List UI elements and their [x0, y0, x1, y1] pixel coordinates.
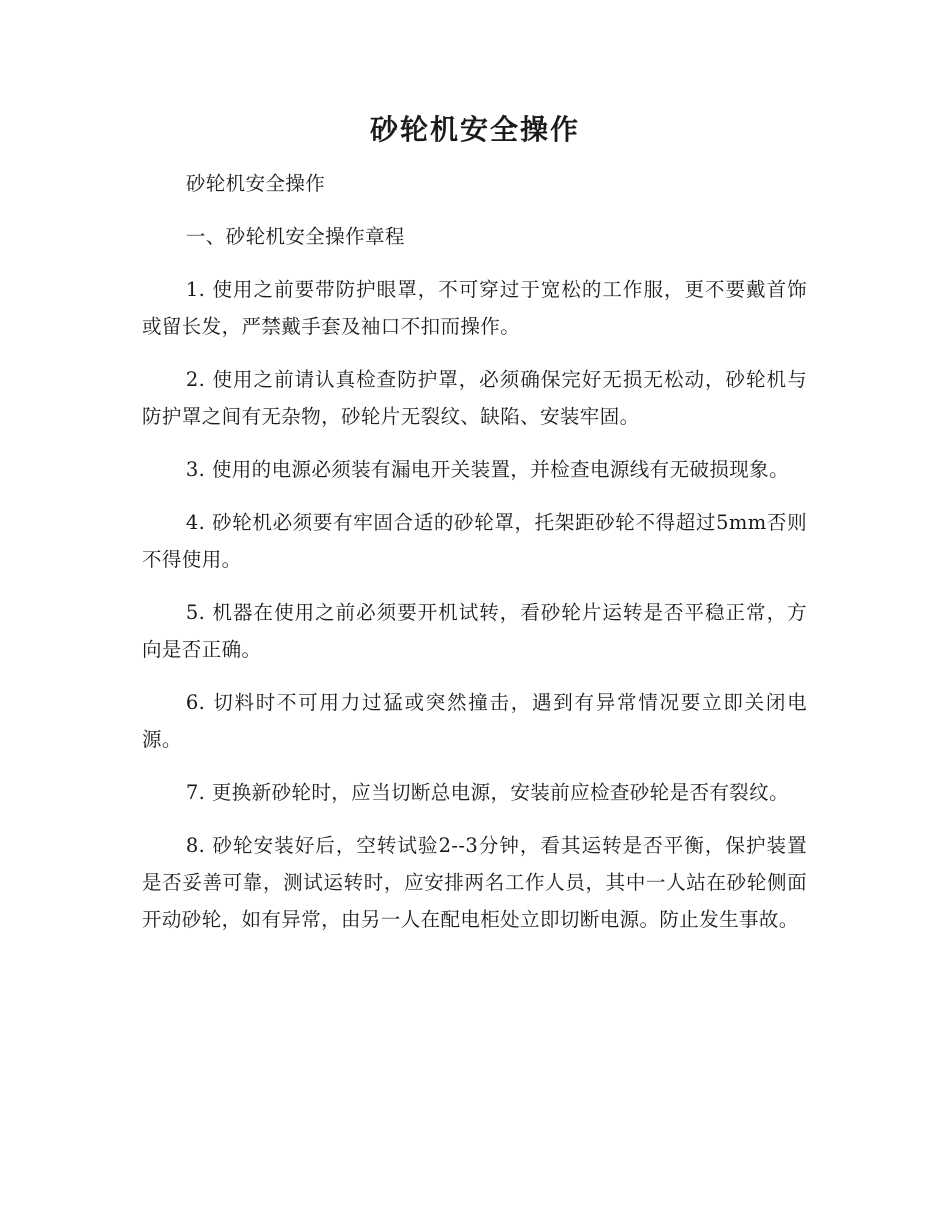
- rule-item-6: 6. 切料时不可用力过猛或突然撞击，遇到有异常情况要立即关闭电源。: [142, 691, 807, 751]
- rule-item-5: 5. 机器在使用之前必须要开机试转，看砂轮片运转是否平稳正常，方向是否正确。: [142, 601, 807, 661]
- rule-item-3: 3. 使用的电源必须装有漏电开关装置，并检查电源线有无破损现象。: [185, 458, 789, 481]
- section-heading: 一、砂轮机安全操作章程: [185, 225, 405, 248]
- rule-item-7: 7. 更换新砂轮时，应当切断总电源，安装前应检查砂轮是否有裂纹。: [185, 781, 789, 804]
- document-subtitle: 砂轮机安全操作: [185, 172, 326, 195]
- document-body: [142, 165, 807, 954]
- rule-item-8: 8. 砂轮安装好后，空转试验2--3分钟，看其运转是否平衡，保护装置是否妥善可靠，测试运转时，应安排两名工作人员，其中一人站在砂轮侧面开动砂轮，如有异常，由另一人在配电柜处立即切断电源。防止发生事故。: [142, 834, 807, 931]
- rule-item-1: 1. 使用之前要带防护眼罩，不可穿过于宽松的工作服，更不要戴首饰或留长发，严禁戴手套及袖口不扣而操作。: [142, 278, 807, 338]
- document-title: 砂轮机安全操作: [369, 113, 580, 146]
- rule-item-2: 2. 使用之前请认真检查防护罩，必须确保完好无损无松动，砂轮机与防护罩之间有无杂物，砂轮片无裂纹、缺陷、安装牢固。: [142, 368, 807, 428]
- rule-item-4: 4. 砂轮机必须要有牢固合适的砂轮罩，托架距砂轮不得超过5mm否则不得使用。: [142, 511, 807, 571]
